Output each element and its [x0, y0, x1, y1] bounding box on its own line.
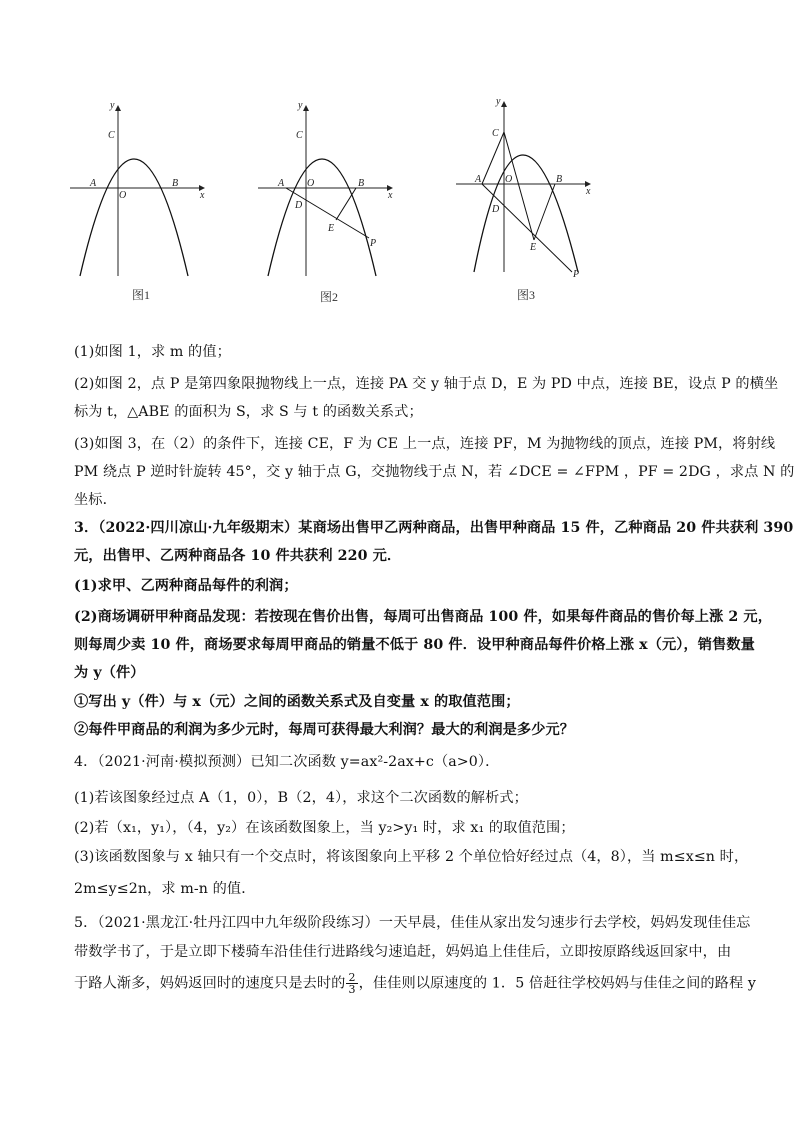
label-E: E — [328, 223, 335, 234]
figure-1-caption: 图1 — [132, 288, 151, 302]
q3-part-2-line-2: 则每周少卖 10 件，商场要求每周甲商品的销量不低于 80 件．设甲种商品每件价格上涨 x（元），销售数量 — [74, 637, 755, 653]
q2-part-3-line-3: 坐标． — [74, 492, 117, 508]
q2-part-3-line-1: (3)如图 3，在（2）的条件下，连接 CE，F 为 CE 上一点，连接 PF，M 为抛物线的顶点，连接 PM，将射线 — [74, 436, 776, 452]
label-E: E — [530, 242, 537, 253]
figure-3-graph — [452, 94, 602, 284]
label-x: x — [586, 186, 591, 197]
figure-2-caption: 图2 — [320, 290, 339, 304]
figure-2-graph — [254, 98, 404, 283]
q4-part-2: (2)若（x₁，y₁），（4，y₂）在该函数图象上，当 y₂>y₁ 时，求 x₁ 的取值范围； — [74, 820, 575, 836]
q5-line-3-start: 于路人渐多，妈妈返回时的速度只是去时的 — [74, 975, 346, 992]
segment-BE — [534, 184, 555, 240]
label-y: y — [110, 100, 115, 111]
label-x: x — [388, 190, 393, 201]
q2-part-2-line-2: 标为 t，△ABE 的面积为 S，求 S 与 t 的函数关系式； — [74, 404, 423, 420]
label-O: O — [505, 174, 513, 185]
parabola — [474, 155, 578, 272]
q2-part-3-line-2: PM 绕点 P 逆时针旋转 45°，交 y 轴于点 G，交抛物线于点 N，若 ∠DCE = ∠FPM ，PF = 2DG ，求点 N 的 — [74, 464, 794, 480]
q4-part-1: (1)若该图象经过点 A（1，0），B（2，4），求这个二次函数的解析式； — [74, 790, 528, 806]
label-B: B — [172, 178, 179, 189]
label-x: x — [200, 190, 205, 201]
label-C: C — [296, 130, 303, 141]
q4-part-3-line-2: 2m≤y≤2n，求 m-n 的值． — [74, 881, 256, 897]
q3-stem-line-2: 元，出售甲、乙两种商品各 10 件共获利 220 元． — [74, 548, 402, 564]
q3-subpart-2: ②每件甲商品的利润为多少元时，每周可获得最大利润？最大的利润是多少元？ — [74, 722, 575, 738]
label-y: y — [496, 96, 501, 107]
segment-AC — [482, 132, 504, 184]
q3-part-2-line-3: 为 y（件） — [74, 665, 145, 681]
label-B: B — [556, 174, 563, 185]
label-A: A — [278, 178, 285, 189]
segment-BE — [336, 188, 356, 220]
fraction-numerator: 2 — [348, 971, 356, 984]
label-O: O — [119, 190, 127, 201]
label-D: D — [492, 204, 500, 215]
label-A: A — [475, 174, 482, 185]
figure-3 — [452, 94, 602, 284]
q5-line-1: 5．（2021·黑龙江·牡丹江四中九年级阶段练习）一天早晨，佳佳从家出发匀速步行去学校，妈妈发现佳佳忘 — [74, 915, 751, 931]
parabola — [268, 159, 376, 276]
fraction-two-thirds — [346, 972, 357, 995]
label-D: D — [295, 200, 303, 211]
figure-2 — [254, 98, 404, 283]
figure-1 — [66, 98, 216, 283]
q4-stem: 4．（2021·河南·模拟预测）已知二次函数 y=ax²-2ax+c（a>0）． — [74, 754, 500, 770]
label-C: C — [108, 130, 115, 141]
q3-part-1: (1)求甲、乙两种商品每件的利润； — [74, 578, 298, 594]
label-A: A — [90, 178, 97, 189]
q5-line-3 — [74, 971, 756, 996]
label-B: B — [358, 178, 365, 189]
label-C: C — [492, 128, 499, 139]
q5-line-3-end: ，佳佳则以原速度的 1．5 倍赶往学校妈妈与佳佳之间的路程 y — [358, 975, 756, 992]
q3-subpart-1: ①写出 y（件）与 x（元）之间的函数关系式及自变量 x 的取值范围； — [74, 694, 520, 710]
segment-AP — [482, 184, 572, 272]
q3-stem-line-1: 3．（2022·四川凉山·九年级期末）某商场出售甲乙两种商品，出售甲种商品 15 件，乙种商品 20 件共获利 390 — [74, 520, 794, 536]
label-P: P — [370, 238, 377, 249]
figure-3-caption: 图3 — [517, 288, 536, 302]
fraction-denominator: 3 — [348, 983, 356, 996]
q3-part-2-line-1: (2)商场调研甲种商品发现：若按现在售价出售，每周可出售商品 100 件，如果每件商品的售价每上涨 2 元， — [74, 609, 773, 625]
q2-part-2-line-1: (2)如图 2，点 P 是第四象限抛物线上一点，连接 PA 交 y 轴于点 D，E 为 PD 中点，连接 BE，设点 P 的横坐 — [74, 376, 779, 392]
q4-part-3-line-1: (3)该函数图象与 x 轴只有一个交点时，将该图象向上平移 2 个单位恰好经过点（4，8），当 m≤x≤n 时， — [74, 849, 749, 865]
label-y: y — [298, 100, 303, 111]
segment-CE — [504, 132, 534, 240]
q2-part-1: (1)如图 1，求 m 的值； — [74, 344, 231, 360]
label-O: O — [307, 178, 315, 189]
q5-line-2: 带数学书了，于是立即下楼骑车沿佳佳行进路线匀速追赶，妈妈追上佳佳后，立即按原路线返回家中，由 — [74, 944, 732, 960]
parabola — [80, 159, 188, 276]
figure-1-graph — [66, 98, 216, 283]
label-P: P — [573, 269, 580, 280]
